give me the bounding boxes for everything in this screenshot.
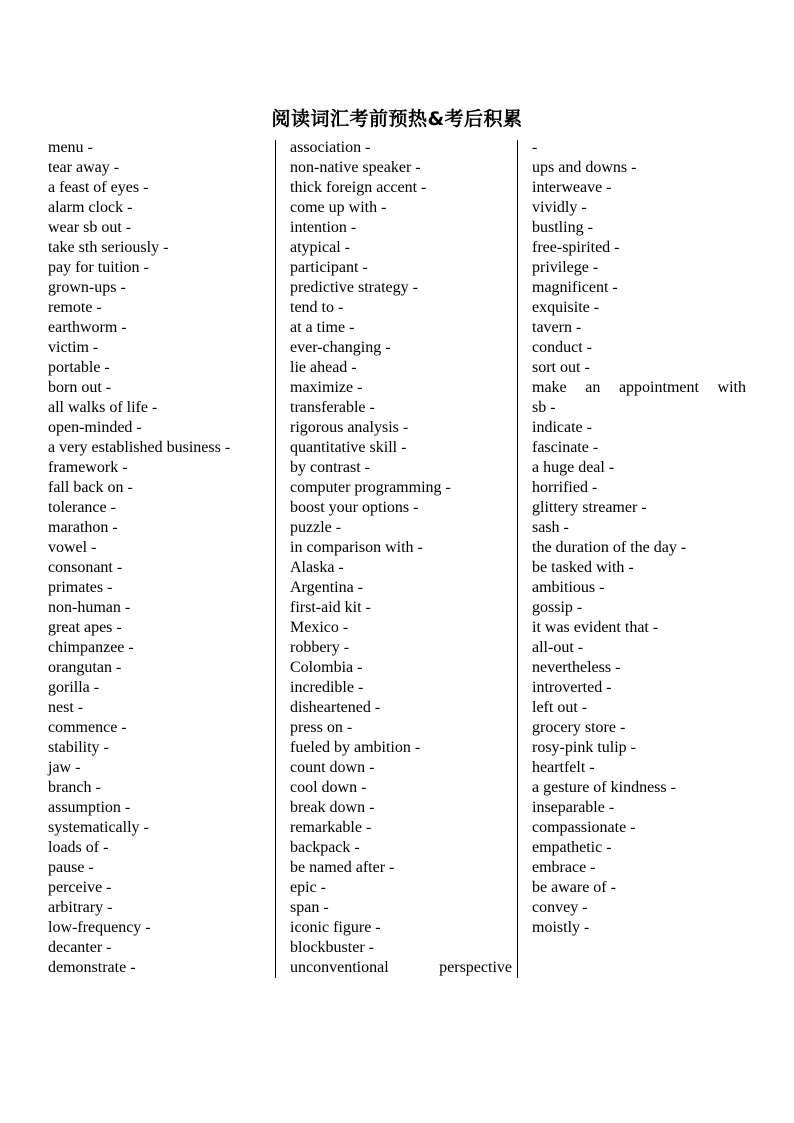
vocab-entry: quantitative skill - <box>290 439 407 456</box>
vocab-entry: pay for tuition - <box>48 259 149 276</box>
vocab-entry: interweave - <box>532 179 612 196</box>
vocab-entry: orangutan - <box>48 659 122 676</box>
vocab-entry: a feast of eyes - <box>48 179 149 196</box>
vocab-entry: non-human - <box>48 599 131 616</box>
vocab-entry: great apes - <box>48 619 122 636</box>
vocab-entry: a huge deal - <box>532 459 615 476</box>
vocab-entry: fall back on - <box>48 479 133 496</box>
vocab-entry: ups and downs - <box>532 159 637 176</box>
vocab-entry: branch - <box>48 779 101 796</box>
vocab-entry: assumption - <box>48 799 131 816</box>
vocab-entry: take sth seriously - <box>48 239 169 256</box>
vocab-entry: blockbuster - <box>290 939 374 956</box>
vocab-entry: non-native speaker - <box>290 159 421 176</box>
vocab-entry: all walks of life - <box>48 399 158 416</box>
vocab-entry: conduct - <box>532 339 592 356</box>
vocab-column-2 <box>290 138 512 978</box>
vocab-entry: cool down - <box>290 779 367 796</box>
vocab-entry: alarm clock - <box>48 199 133 216</box>
vocab-entry: a very established business - <box>48 439 231 456</box>
vocab-entry: first-aid kit - <box>290 599 371 616</box>
vocab-entry: Mexico - <box>290 619 349 636</box>
vocab-entry: robbery - <box>290 639 350 656</box>
vocab-entry: portable - <box>48 359 110 376</box>
vocab-entry: compassionate - <box>532 819 636 836</box>
vocab-entry: demonstrate - <box>48 959 136 976</box>
vocab-entry: unconventional perspective <box>290 959 512 976</box>
vocab-entry: computer programming - <box>290 479 451 496</box>
vocab-entry: be named after - <box>290 859 395 876</box>
vocab-entry: grown-ups - <box>48 279 126 296</box>
vocab-entry: by contrast - <box>290 459 370 476</box>
vocab-entry: gossip - <box>532 599 583 616</box>
vocab-entry: make an appointment with <box>532 379 746 396</box>
vocab-entry: embrace - <box>532 859 596 876</box>
vocab-column-3 <box>532 138 746 938</box>
vocab-entry: backpack - <box>290 839 360 856</box>
vocab-entry: fueled by ambition - <box>290 739 421 756</box>
vocab-entry: stability - <box>48 739 109 756</box>
vocab-entry: earthworm - <box>48 319 127 336</box>
vocab-entry: Alaska - <box>290 559 344 576</box>
vocab-entry: intention - <box>290 219 357 236</box>
vocab-entry: association - <box>290 139 371 156</box>
column-divider <box>517 140 518 978</box>
page-title: 阅读词汇考前预热&考后积累 <box>271 108 523 130</box>
vocab-entry: tolerance - <box>48 499 116 516</box>
vocab-entry: in comparison with - <box>290 539 423 556</box>
vocab-entry: decanter - <box>48 939 112 956</box>
vocab-entry: perceive - <box>48 879 112 896</box>
vocab-entry: privilege - <box>532 259 599 276</box>
vocab-entry: nest - <box>48 699 84 716</box>
vocab-entry: glittery streamer - <box>532 499 647 516</box>
vocab-entry: gorilla - <box>48 679 100 696</box>
vocab-entry: tend to - <box>290 299 344 316</box>
vocab-entry: bustling - <box>532 219 593 236</box>
vocab-entry: Colombia - <box>290 659 363 676</box>
vocab-entry: pause - <box>48 859 94 876</box>
vocab-entry: grocery store - <box>532 719 626 736</box>
vocab-entry: maximize - <box>290 379 363 396</box>
vocab-entry: horrified - <box>532 479 598 496</box>
vocab-entry: primates - <box>48 579 113 596</box>
vocab-entry: span - <box>290 899 329 916</box>
vocab-entry: jaw - <box>48 759 81 776</box>
vocab-entry: nevertheless - <box>532 659 621 676</box>
vocab-entry: open-minded - <box>48 419 142 436</box>
vocab-entry: systematically - <box>48 819 149 836</box>
vocab-entry: thick foreign accent - <box>290 179 427 196</box>
vocab-entry: magnificent - <box>532 279 618 296</box>
vocab-entry: rigorous analysis - <box>290 419 409 436</box>
vocab-entry: left out - <box>532 699 588 716</box>
vocab-entry: wear sb out - <box>48 219 132 236</box>
vocab-entry: break down - <box>290 799 375 816</box>
vocab-entry: heartfelt - <box>532 759 595 776</box>
vocab-entry: sort out - <box>532 359 590 376</box>
vocab-entry: epic - <box>290 879 326 896</box>
vocab-entry: commence - <box>48 719 127 736</box>
vocab-entry: puzzle - <box>290 519 342 536</box>
vocab-entry: Argentina - <box>290 579 364 596</box>
vocab-entry: at a time - <box>290 319 355 336</box>
vocab-entry: born out - <box>48 379 112 396</box>
vocab-entry: empathetic - <box>532 839 612 856</box>
vocab-entry: incredible - <box>290 679 364 696</box>
vocab-entry: lie ahead - <box>290 359 357 376</box>
vocab-entry: chimpanzee - <box>48 639 134 656</box>
vocab-entry: be tasked with - <box>532 559 634 576</box>
vocab-entry: marathon - <box>48 519 118 536</box>
vocab-entry: victim - <box>48 339 99 356</box>
vocab-entry: predictive strategy - <box>290 279 418 296</box>
vocab-entry: it was evident that - <box>532 619 659 636</box>
vocab-entry: framework - <box>48 459 128 476</box>
vocab-entry: participant - <box>290 259 368 276</box>
vocab-entry: remote - <box>48 299 102 316</box>
vocab-entry: disheartened - <box>290 699 381 716</box>
vocab-entry: be aware of - <box>532 879 616 896</box>
vocab-entry: rosy-pink tulip - <box>532 739 636 756</box>
vocab-entry: - <box>532 139 538 156</box>
vocab-entry: vowel - <box>48 539 97 556</box>
vocab-entry: ambitious - <box>532 579 605 596</box>
vocab-entry: inseparable - <box>532 799 615 816</box>
vocab-entry: convey - <box>532 899 588 916</box>
vocab-entry: press on - <box>290 719 353 736</box>
vocab-entry: count down - <box>290 759 375 776</box>
vocab-entry: all-out - <box>532 639 584 656</box>
vocab-entry: atypical - <box>290 239 350 256</box>
vocab-entry: free-spirited - <box>532 239 620 256</box>
vocab-entry: low-frequency - <box>48 919 151 936</box>
vocab-entry: indicate - <box>532 419 592 436</box>
vocab-entry: remarkable - <box>290 819 372 836</box>
vocab-entry: moistly - <box>532 919 590 936</box>
column-divider <box>275 140 276 978</box>
vocab-entry: boost your options - <box>290 499 419 516</box>
vocab-entry: menu - <box>48 139 93 156</box>
vocab-entry: tear away - <box>48 159 120 176</box>
vocab-entry: loads of - <box>48 839 109 856</box>
vocab-entry: sash - <box>532 519 569 536</box>
vocab-entry: iconic figure - <box>290 919 381 936</box>
vocab-entry: the duration of the day - <box>532 539 687 556</box>
vocab-column-1 <box>48 138 270 978</box>
vocab-entry: transferable - <box>290 399 375 416</box>
vocab-entry: vividly - <box>532 199 587 216</box>
vocab-entry: a gesture of kindness - <box>532 779 676 796</box>
vocab-entry: exquisite - <box>532 299 600 316</box>
vocab-entry: sb - <box>532 399 556 416</box>
vocab-entry: consonant - <box>48 559 123 576</box>
vocab-entry: introverted - <box>532 679 612 696</box>
vocab-entry: come up with - <box>290 199 387 216</box>
vocab-entry: tavern - <box>532 319 582 336</box>
vocab-entry: fascinate - <box>532 439 599 456</box>
vocab-entry: arbitrary - <box>48 899 113 916</box>
vocab-entry: ever-changing - <box>290 339 391 356</box>
